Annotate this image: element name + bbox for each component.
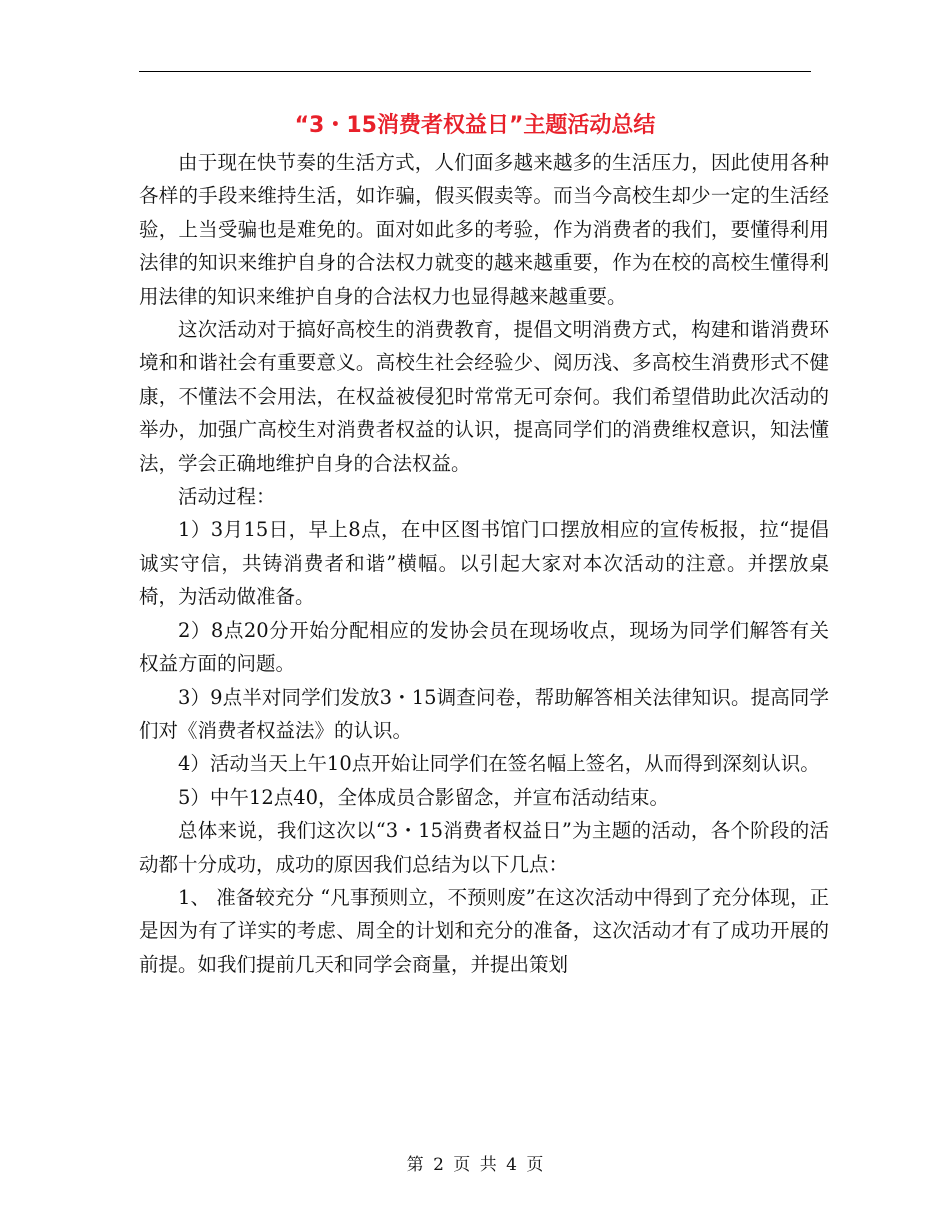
page-number-footer: 第 2 页 共 4 页: [406, 1155, 544, 1175]
paragraph-step-5: 5）中午12点40，全体成员合影留念，并宣布活动结束。: [178, 785, 670, 809]
paragraph-step-2: 2）8点20分开始分配相应的发协会员在现场收点，现场为同学们解答有关权益方面的问题。: [139, 618, 829, 676]
paragraph-summary: 总体来说，我们这次以“3・15消费者权益日”为主题的活动，各个阶段的活动都十分成功，成功的原因我们总结为以下几点：: [139, 819, 829, 876]
document-body: [139, 146, 829, 981]
paragraph-significance: 这次活动对于搞好高校生的消费教育，提倡文明消费方式，构建和谐消费环境和和谐社会有重要意义。高校生社会经验少、阅历浅、多高校生消费形式不健康，不懂法不会用法，在权益被侵犯时常常无可奈何。我们希望借助此次活动的举办，加强广高校生对消费者权益的认识，提高同学们的消费维权意识，知法懂法，学会正确地维护自身的合法权益。: [139, 318, 829, 475]
paragraph-process-heading: 活动过程：: [178, 485, 276, 509]
document-title: “3・15消费者权益日”主题活动总结: [294, 113, 656, 138]
paragraph-step-3: 3）9点半对同学们发放3・15调查问卷，帮助解答相关法律知识。提高同学们对《消费者权益法》的认识。: [139, 685, 829, 742]
header-rule: [139, 71, 811, 72]
paragraph-step-4: 4）活动当天上午10点开始让同学们在签名幅上签名，从而得到深刻认识。: [178, 752, 820, 776]
paragraph-point-1: 1、 准备较充分 “凡事预则立，不预则废”在这次活动中得到了充分体现，正是因为有了详实的考虑、周全的计划和充分的准备，这次活动才有了成功开展的前提。如我们提前几天和同学会商量，并提出策划: [139, 885, 829, 976]
paragraph-intro: 由于现在快节奏的生活方式，人们面多越来越多的生活压力，因此使用各种各样的手段来维持生活，如诈骗，假买假卖等。而当今高校生却少一定的生活经验，上当受骗也是难免的。面对如此多的考验，作为消费者的我们，要懂得利用法律的知识来维护自身的合法权力就变的越来越重要，作为在校的高校生懂得利用法律的知识来维护自身的合法权力也显得越来越重要。: [139, 151, 829, 308]
paragraph-step-1: 1）3月15日，早上8点，在中区图书馆门口摆放相应的宣传板报，拉“提倡诚实守信，共铸消费者和谐”横幅。以引起大家对本次活动的注意。并摆放桌椅，为活动做准备。: [139, 518, 829, 609]
